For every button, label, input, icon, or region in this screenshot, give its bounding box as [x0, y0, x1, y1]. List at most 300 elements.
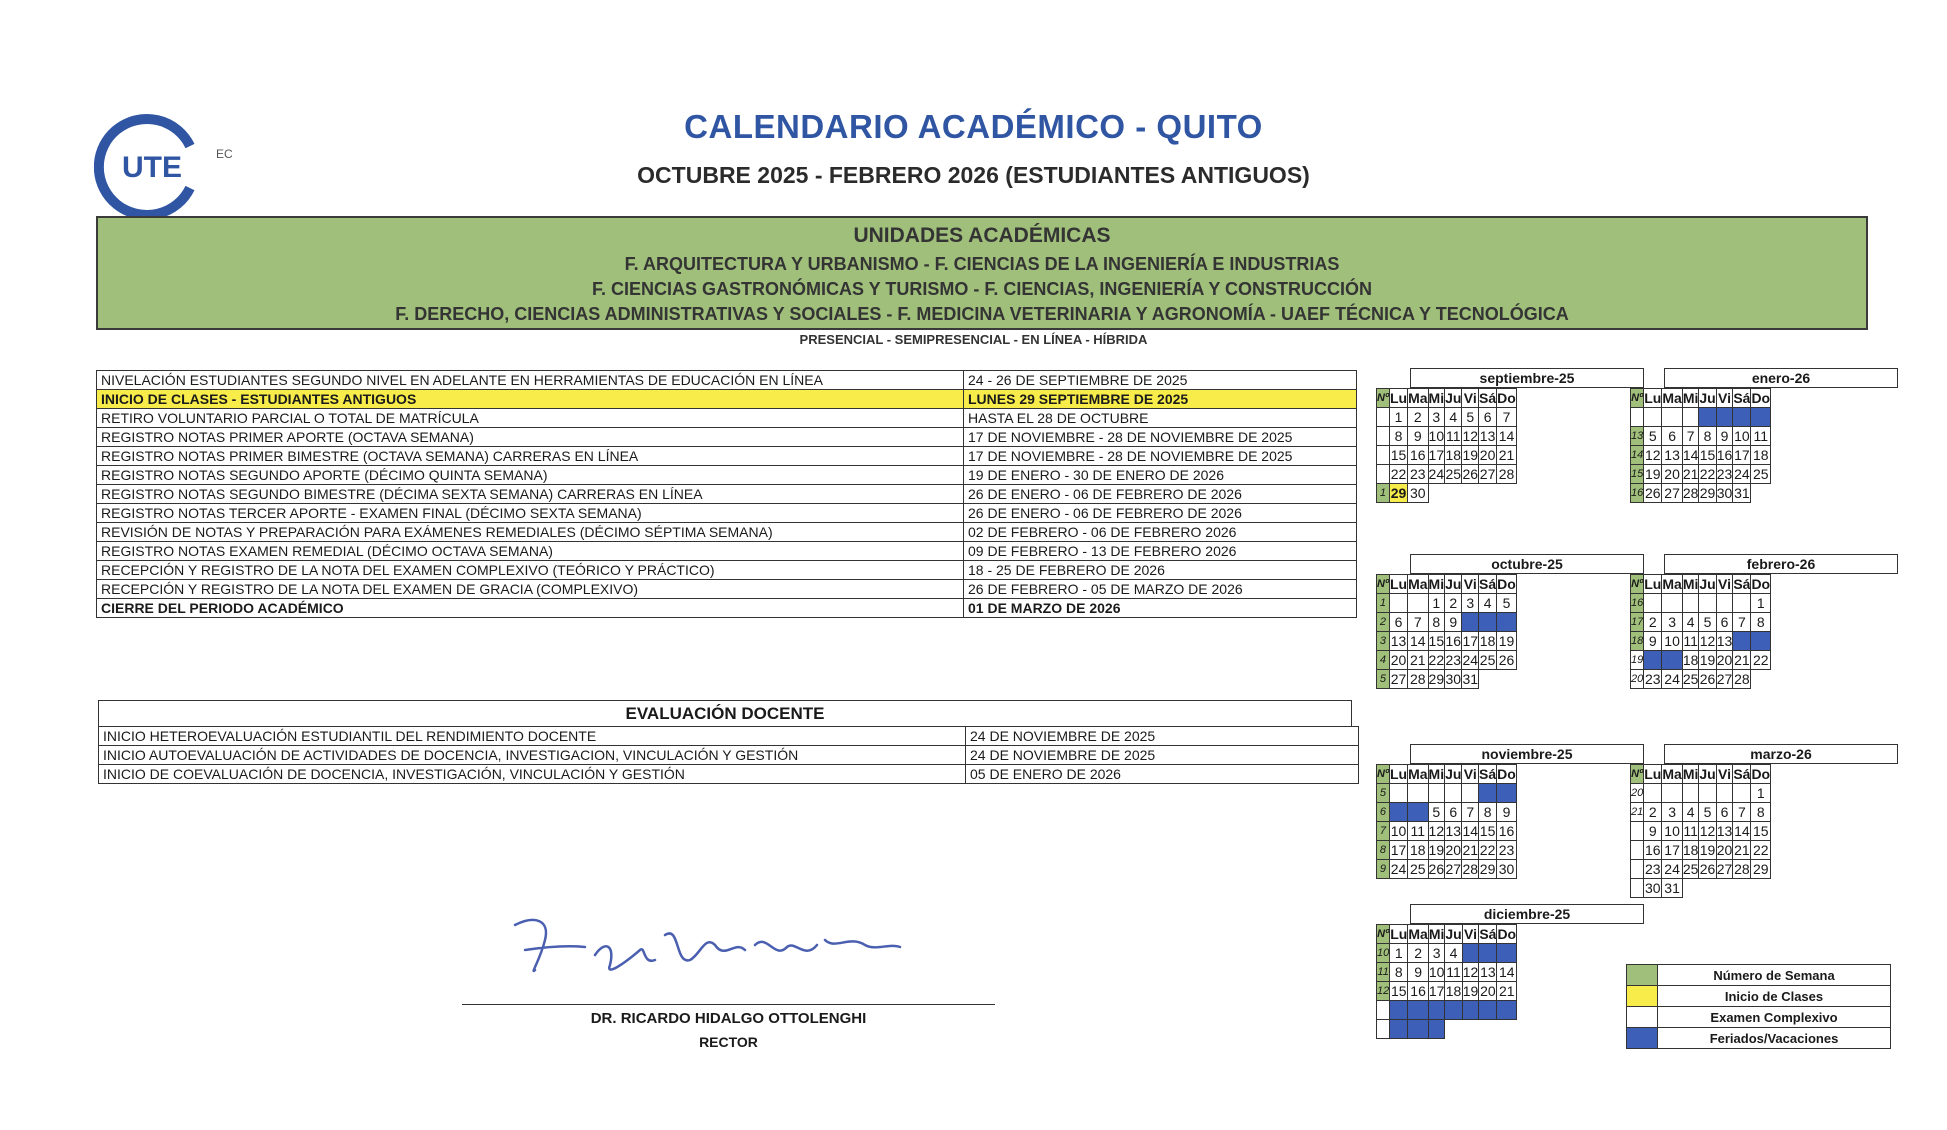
day-cell: 27: [1445, 861, 1462, 877]
day-cell: 8: [1751, 613, 1771, 632]
day-cell: 5: [1644, 427, 1662, 446]
day-cell: 17: [1662, 651, 1682, 670]
units-line-3: F. DERECHO, CIENCIAS ADMINISTRATIVAS Y SOCIALES - F. MEDICINA VETERINARIA Y AGRONOMÍA - UAEF TÉCNICA Y TECNOLÓGICA: [395, 304, 1569, 324]
docente-heading: EVALUACIÓN DOCENTE: [98, 700, 1352, 726]
week-row: [1631, 860, 1771, 879]
day-cell: 15: [1391, 983, 1407, 999]
month-grid: [1376, 924, 1517, 1039]
day-cell: 22: [1428, 652, 1445, 668]
day-cell: 18: [1751, 446, 1771, 465]
week-row: [1631, 879, 1771, 898]
week-row: [1631, 784, 1771, 803]
day-cell: 21: [1497, 446, 1517, 465]
day-cell: 25: [1479, 652, 1496, 668]
date-cell: 26 DE FEBRERO - 05 DE MARZO DE 2026: [964, 580, 1357, 599]
day-cell: 29: [1699, 485, 1716, 501]
weekday-header: Ma: [1408, 576, 1428, 592]
day-cell: 1: [1751, 594, 1771, 613]
weekday-header: Do: [1497, 576, 1516, 592]
day-cell: 13: [1480, 964, 1496, 980]
empty-cell: [1751, 670, 1771, 689]
day-cell: 30: [1716, 485, 1733, 501]
day-cell: 2: [1716, 408, 1733, 427]
units-line-2: F. CIENCIAS GASTRONÓMICAS Y TURISMO - F. CIENCIAS, INGENIERÍA Y CONSTRUCCIÓN: [591, 279, 1373, 299]
activity-cell: REGISTRO NOTAS TERCER APORTE - EXAMEN FINAL (DÉCIMO SEXTA SEMANA): [97, 504, 964, 523]
day-cell: 13: [1479, 428, 1496, 444]
day-cell: 18: [1445, 983, 1462, 999]
day-cell: 24: [1662, 860, 1682, 879]
table-row: [97, 409, 1357, 428]
weekday-header: Lu: [1389, 390, 1408, 406]
day-cell: 27: [1479, 466, 1496, 482]
day-cell: 13: [1390, 633, 1407, 649]
weekday-header: Ju: [1699, 576, 1716, 592]
month-title: febrero-26: [1664, 554, 1898, 574]
day-cell: 29: [1479, 861, 1496, 877]
day-cell: 30: [1408, 1020, 1428, 1039]
day-cell: 21: [1462, 842, 1479, 858]
day-cell: 2: [1644, 803, 1662, 822]
day-cell: [1733, 594, 1751, 613]
day-cell: 19: [1462, 983, 1479, 999]
legend: [1626, 964, 1891, 1049]
activity-cell: INICIO AUTOEVALUACIÓN DE ACTIVIDADES DE DOCENCIA, INVESTIGACION, VINCULACIÓN Y GESTIÓN: [99, 746, 966, 765]
day-cell: 28: [1682, 485, 1699, 501]
weekday-header: Sá: [1479, 390, 1497, 406]
week-number-cell: 11: [1377, 963, 1390, 982]
week-row: [1631, 408, 1771, 427]
day-cell: 4: [1751, 408, 1771, 427]
legend-label: Número de Semana: [1658, 965, 1891, 986]
week-number-cell: 15: [1631, 465, 1644, 484]
day-cell: 24: [1462, 652, 1479, 668]
day-cell: 8: [1428, 613, 1445, 632]
month-grid: [1630, 388, 1771, 503]
week-number-cell: [1377, 465, 1390, 484]
day-cell: 1: [1390, 944, 1408, 963]
weekday-header: Mi: [1428, 390, 1445, 406]
weekday-header: Lu: [1644, 766, 1662, 782]
day-cell: 21: [1682, 466, 1699, 482]
weekday-header: Ma: [1662, 390, 1682, 406]
weekday-header: Lu: [1390, 926, 1408, 942]
week-row: [1631, 803, 1771, 822]
month-grid: [1376, 574, 1517, 689]
empty-cell: [1445, 484, 1462, 503]
day-cell: 14: [1497, 427, 1517, 446]
day-cell: 12: [1699, 823, 1716, 839]
week-number-cell: [1631, 408, 1644, 427]
empty-cell: [1716, 879, 1733, 898]
day-cell: 22: [1699, 466, 1716, 482]
signature-line: [462, 1004, 995, 1005]
activity-cell: INICIO DE CLASES - ESTUDIANTES ANTIGUOS: [97, 390, 964, 409]
weekday-header-row: [1631, 575, 1771, 594]
day-cell: 14: [1734, 633, 1750, 649]
day-cell: 28: [1734, 861, 1750, 877]
day-cell: 23: [1408, 1001, 1428, 1020]
day-cell: 1: [1428, 594, 1445, 613]
day-cell: 9: [1644, 822, 1662, 841]
week-number-cell: [1631, 841, 1644, 860]
day-cell: 12: [1428, 823, 1445, 839]
day-cell: 10: [1662, 822, 1682, 841]
date-cell: 26 DE ENERO - 06 DE FEBRERO DE 2026: [964, 504, 1357, 523]
legend-swatch: [1627, 1028, 1658, 1049]
day-cell: 26: [1428, 861, 1445, 877]
date-cell: 05 DE ENERO DE 2026: [966, 765, 1359, 784]
day-cell: 8: [1699, 427, 1716, 446]
week-number-cell: 16: [1631, 594, 1644, 613]
activity-cell: RETIRO VOLUNTARIO PARCIAL O TOTAL DE MATRÍCULA: [97, 409, 964, 428]
day-cell: 30: [1408, 484, 1428, 503]
day-cell: 27: [1662, 484, 1682, 503]
day-cell: [1389, 784, 1407, 803]
day-cell: 14: [1497, 963, 1517, 982]
day-cell: 15: [1390, 447, 1407, 463]
day-cell: 9: [1408, 427, 1428, 446]
week-number-cell: 10: [1377, 944, 1390, 963]
day-cell: [1462, 784, 1479, 803]
day-cell: 31: [1734, 485, 1750, 501]
day-cell: 10: [1428, 964, 1445, 980]
month-title: noviembre-25: [1410, 744, 1644, 764]
day-cell: 30: [1445, 671, 1462, 687]
units-heading: UNIDADES ACADÉMICAS: [853, 224, 1111, 247]
logo-text: UTE: [122, 151, 182, 184]
day-cell: 2: [1445, 594, 1462, 613]
weekday-header: Mi: [1428, 766, 1445, 782]
week-row: [1377, 613, 1517, 632]
day-cell: 4: [1445, 944, 1462, 963]
day-cell: 22: [1751, 841, 1771, 860]
legend-label: Inicio de Clases: [1658, 986, 1891, 1007]
legend-item: [1627, 986, 1891, 1007]
date-cell: LUNES 29 SEPTIEMBRE DE 2025: [964, 390, 1357, 409]
week-row: [1631, 484, 1771, 503]
day-cell: 11: [1480, 614, 1495, 630]
day-cell: [1699, 784, 1716, 803]
week-number-cell: 21: [1631, 803, 1644, 822]
date-cell: 24 - 26 DE SEPTIEMBRE DE 2025: [964, 371, 1357, 390]
day-cell: [1644, 784, 1662, 803]
week-row: [1631, 651, 1771, 670]
day-cell: 12: [1645, 447, 1661, 463]
week-number-cell: 2: [1377, 613, 1390, 632]
day-cell: 12: [1699, 633, 1716, 649]
weekday-header: Sá: [1479, 926, 1497, 942]
week-number-cell: 9: [1377, 860, 1390, 879]
weekday-header: Sá: [1733, 766, 1751, 782]
rector-title: RECTOR: [699, 1034, 758, 1050]
activity-cell: REGISTRO NOTAS PRIMER APORTE (OCTAVA SEMANA): [97, 428, 964, 447]
day-cell: 9: [1497, 803, 1517, 822]
table-row: [97, 542, 1357, 561]
day-cell: 3: [1733, 408, 1751, 427]
activity-cell: REGISTRO NOTAS SEGUNDO APORTE (DÉCIMO QUINTA SEMANA): [97, 466, 964, 485]
weekday-header: Ma: [1408, 926, 1428, 942]
rector-name: DR. RICARDO HIDALGO OTTOLENGHI: [590, 1010, 867, 1027]
week-row: [1631, 670, 1771, 689]
day-cell: 10: [1428, 428, 1445, 444]
day-cell: 23: [1497, 841, 1517, 860]
day-cell: 5: [1699, 613, 1716, 632]
week-row: [1377, 1020, 1517, 1039]
rector-signature: [505, 905, 925, 995]
day-cell: 26: [1645, 485, 1661, 501]
week-row: [1377, 651, 1517, 670]
weekday-header: Vi: [1464, 926, 1478, 942]
day-cell: 5: [1462, 408, 1479, 427]
day-cell: 2: [1408, 944, 1428, 963]
day-cell: 26: [1497, 651, 1517, 670]
empty-cell: [1497, 484, 1517, 503]
day-cell: 17: [1662, 841, 1682, 860]
day-cell: 15: [1479, 823, 1496, 839]
week-number-cell: [1377, 408, 1390, 427]
week-row: [1631, 465, 1771, 484]
activity-cell: NIVELACIÓN ESTUDIANTES SEGUNDO NIVEL EN ADELANTE EN HERRAMIENTAS DE EDUCACIÓN EN LÍNEA: [97, 371, 964, 390]
table-row: [97, 561, 1357, 580]
day-cell: 10: [1462, 614, 1479, 630]
day-cell: 6: [1716, 803, 1733, 822]
week-number-cell: 1: [1377, 484, 1390, 503]
day-cell: 20: [1716, 842, 1733, 858]
day-cell: 10: [1662, 632, 1682, 651]
month-title: diciembre-25: [1410, 904, 1644, 924]
day-cell: [1389, 594, 1407, 613]
day-cell: 3: [1428, 408, 1445, 427]
table-row: [97, 390, 1357, 409]
week-row: [1377, 841, 1517, 860]
weekday-header-row: [1377, 389, 1517, 408]
week-row: [1377, 982, 1517, 1001]
day-cell: 12: [1462, 428, 1479, 444]
day-cell: 11: [1751, 427, 1771, 446]
week-number-cell: 18: [1631, 632, 1644, 651]
day-cell: 11: [1683, 633, 1698, 649]
weekday-header: Ma: [1408, 766, 1428, 782]
day-cell: 11: [1683, 823, 1698, 839]
weekday-header: Nº: [1377, 389, 1390, 408]
week-number-cell: 20: [1631, 670, 1644, 689]
week-row: [1377, 784, 1517, 803]
day-cell: 23: [1645, 671, 1661, 687]
month-grid: [1630, 574, 1771, 689]
weekday-header: Vi: [1463, 576, 1477, 592]
day-cell: 19: [1699, 842, 1716, 858]
weekday-header: Do: [1751, 390, 1771, 406]
day-cell: 14: [1408, 632, 1428, 651]
legend-item: [1627, 965, 1891, 986]
weekday-header: Nº: [1377, 925, 1390, 944]
week-row: [1377, 594, 1517, 613]
table-row: [97, 371, 1357, 390]
day-cell: 22: [1391, 1002, 1407, 1018]
weekday-header: Lu: [1644, 576, 1662, 592]
day-cell: [1682, 594, 1699, 613]
weekday-header: Ma: [1662, 766, 1682, 782]
weekday-header: Ma: [1662, 576, 1682, 592]
day-cell: 26: [1699, 861, 1716, 877]
week-row: [1631, 427, 1771, 446]
day-cell: 3: [1662, 613, 1682, 632]
day-cell: 21: [1497, 982, 1517, 1001]
weekday-header: Vi: [1463, 766, 1477, 782]
empty-cell: [1462, 1020, 1479, 1039]
legend-swatch: [1627, 965, 1658, 986]
day-cell: 5: [1428, 803, 1445, 822]
day-cell: 24: [1390, 861, 1407, 877]
day-cell: 3: [1462, 594, 1479, 613]
day-cell: 29: [1751, 860, 1771, 879]
day-cell: 19: [1462, 447, 1479, 463]
empty-cell: [1751, 879, 1771, 898]
date-cell: 17 DE NOVIEMBRE - 28 DE NOVIEMBRE DE 2025: [964, 447, 1357, 466]
page-subtitle: OCTUBRE 2025 - FEBRERO 2026 (ESTUDIANTES ANTIGUOS): [637, 162, 1310, 188]
day-cell: 6: [1389, 613, 1407, 632]
week-number-cell: 3: [1377, 632, 1390, 651]
weekday-header: Do: [1751, 576, 1771, 592]
day-cell: 7: [1682, 427, 1699, 446]
day-cell: 30: [1497, 860, 1517, 879]
day-cell: 7: [1733, 803, 1751, 822]
day-cell: 8: [1479, 803, 1497, 822]
date-cell: 26 DE ENERO - 06 DE FEBRERO DE 2026: [964, 485, 1357, 504]
day-cell: 4: [1445, 408, 1462, 427]
table-row: [99, 746, 1359, 765]
day-cell: 6: [1662, 427, 1682, 446]
day-cell: 27: [1390, 671, 1407, 687]
week-row: [1377, 465, 1517, 484]
day-cell: 20: [1390, 652, 1407, 668]
day-cell: 27: [1480, 1002, 1496, 1018]
week-row: [1377, 427, 1517, 446]
week-number-cell: 13: [1631, 427, 1644, 446]
week-row: [1377, 944, 1517, 963]
day-cell: [1644, 594, 1662, 613]
day-cell: [1644, 408, 1662, 427]
day-cell: 4: [1479, 594, 1497, 613]
day-cell: 27: [1716, 861, 1733, 877]
day-cell: 25: [1751, 465, 1771, 484]
weekday-header-row: [1377, 765, 1517, 784]
day-cell: 12: [1497, 613, 1517, 632]
empty-cell: [1479, 1020, 1497, 1039]
table-row: [99, 727, 1359, 746]
day-cell: [1662, 408, 1682, 427]
table-row: [97, 523, 1357, 542]
week-row: [1631, 613, 1771, 632]
legend-swatch: [1627, 1007, 1658, 1028]
day-cell: 9: [1716, 427, 1733, 446]
day-cell: 28: [1497, 1001, 1517, 1020]
weekday-header: Ju: [1445, 766, 1462, 782]
weekday-header: Ju: [1445, 926, 1462, 942]
weekday-header: Mi: [1682, 576, 1699, 592]
weekday-header: Nº: [1631, 765, 1644, 784]
week-row: [1377, 446, 1517, 465]
activity-cell: REGISTRO NOTAS EXAMEN REMEDIAL (DÉCIMO OCTAVA SEMANA): [97, 542, 964, 561]
day-cell: [1682, 784, 1699, 803]
day-cell: 5: [1497, 594, 1517, 613]
date-cell: 17 DE NOVIEMBRE - 28 DE NOVIEMBRE DE 2025: [964, 428, 1357, 447]
week-row: [1631, 841, 1771, 860]
day-cell: 24: [1428, 466, 1445, 482]
week-number-cell: [1631, 879, 1644, 898]
academic-units-banner: [96, 216, 1868, 330]
weekday-header: Do: [1497, 390, 1516, 406]
day-cell: 13: [1445, 823, 1462, 839]
day-cell: 19: [1497, 632, 1517, 651]
day-cell: 26: [1462, 1002, 1479, 1018]
day-cell: 1: [1389, 408, 1407, 427]
day-cell: 31: [1662, 879, 1682, 898]
date-cell: 18 - 25 DE FEBRERO DE 2026: [964, 561, 1357, 580]
day-cell: 6: [1479, 408, 1497, 427]
empty-cell: [1479, 670, 1497, 689]
day-cell: 11: [1446, 964, 1461, 980]
legend-label: Examen Complexivo: [1658, 1007, 1891, 1028]
weekday-header: Mi: [1428, 926, 1445, 942]
empty-cell: [1445, 1020, 1462, 1039]
empty-cell: [1462, 484, 1479, 503]
day-cell: 18: [1682, 842, 1699, 858]
day-cell: 25: [1445, 466, 1462, 482]
day-cell: 18: [1445, 447, 1462, 463]
day-cell: [1408, 594, 1428, 613]
week-row: [1377, 670, 1517, 689]
day-cell: 22: [1390, 466, 1407, 482]
day-cell: 16: [1497, 822, 1517, 841]
table-row: [99, 765, 1359, 784]
day-cell: 17: [1734, 447, 1750, 463]
modalities-label: PRESENCIAL - SEMIPRESENCIAL - EN LÍNEA - HÍBRIDA: [799, 332, 1148, 347]
activity-cell: REGISTRO NOTAS SEGUNDO BIMESTRE (DÉCIMA SEXTA SEMANA) CARRERAS EN LÍNEA: [97, 485, 964, 504]
week-row: [1631, 594, 1771, 613]
day-cell: [1662, 784, 1682, 803]
day-cell: 13: [1716, 823, 1733, 839]
day-cell: 1: [1479, 784, 1497, 803]
day-cell: 23: [1445, 652, 1462, 668]
day-cell: 23: [1716, 466, 1733, 482]
month-grid: [1376, 764, 1517, 879]
date-cell: HASTA EL 28 DE OCTUBRE: [964, 409, 1357, 428]
activity-cell: CIERRE DEL PERIODO ACADÉMICO: [97, 599, 964, 618]
day-cell: 17: [1390, 842, 1407, 858]
week-number-cell: 1: [1377, 594, 1390, 613]
day-cell: 4: [1408, 803, 1428, 822]
week-row: [1631, 632, 1771, 651]
weekday-header: Sá: [1733, 390, 1751, 406]
week-number-cell: [1377, 427, 1390, 446]
day-cell: 11: [1408, 822, 1428, 841]
week-number-cell: [1377, 446, 1390, 465]
day-cell: 7: [1733, 613, 1751, 632]
day-cell: 8: [1751, 803, 1771, 822]
day-cell: 3: [1662, 803, 1682, 822]
week-number-cell: 4: [1377, 651, 1390, 670]
weekday-header: Nº: [1377, 765, 1390, 784]
day-cell: 29: [1391, 1021, 1407, 1037]
legend-swatch: [1627, 986, 1658, 1007]
day-cell: 19: [1428, 842, 1445, 858]
day-cell: 7: [1408, 613, 1428, 632]
weekday-header: Ju: [1699, 390, 1716, 406]
day-cell: 25: [1682, 861, 1699, 877]
empty-cell: [1682, 879, 1699, 898]
legend-item: [1627, 1007, 1891, 1028]
